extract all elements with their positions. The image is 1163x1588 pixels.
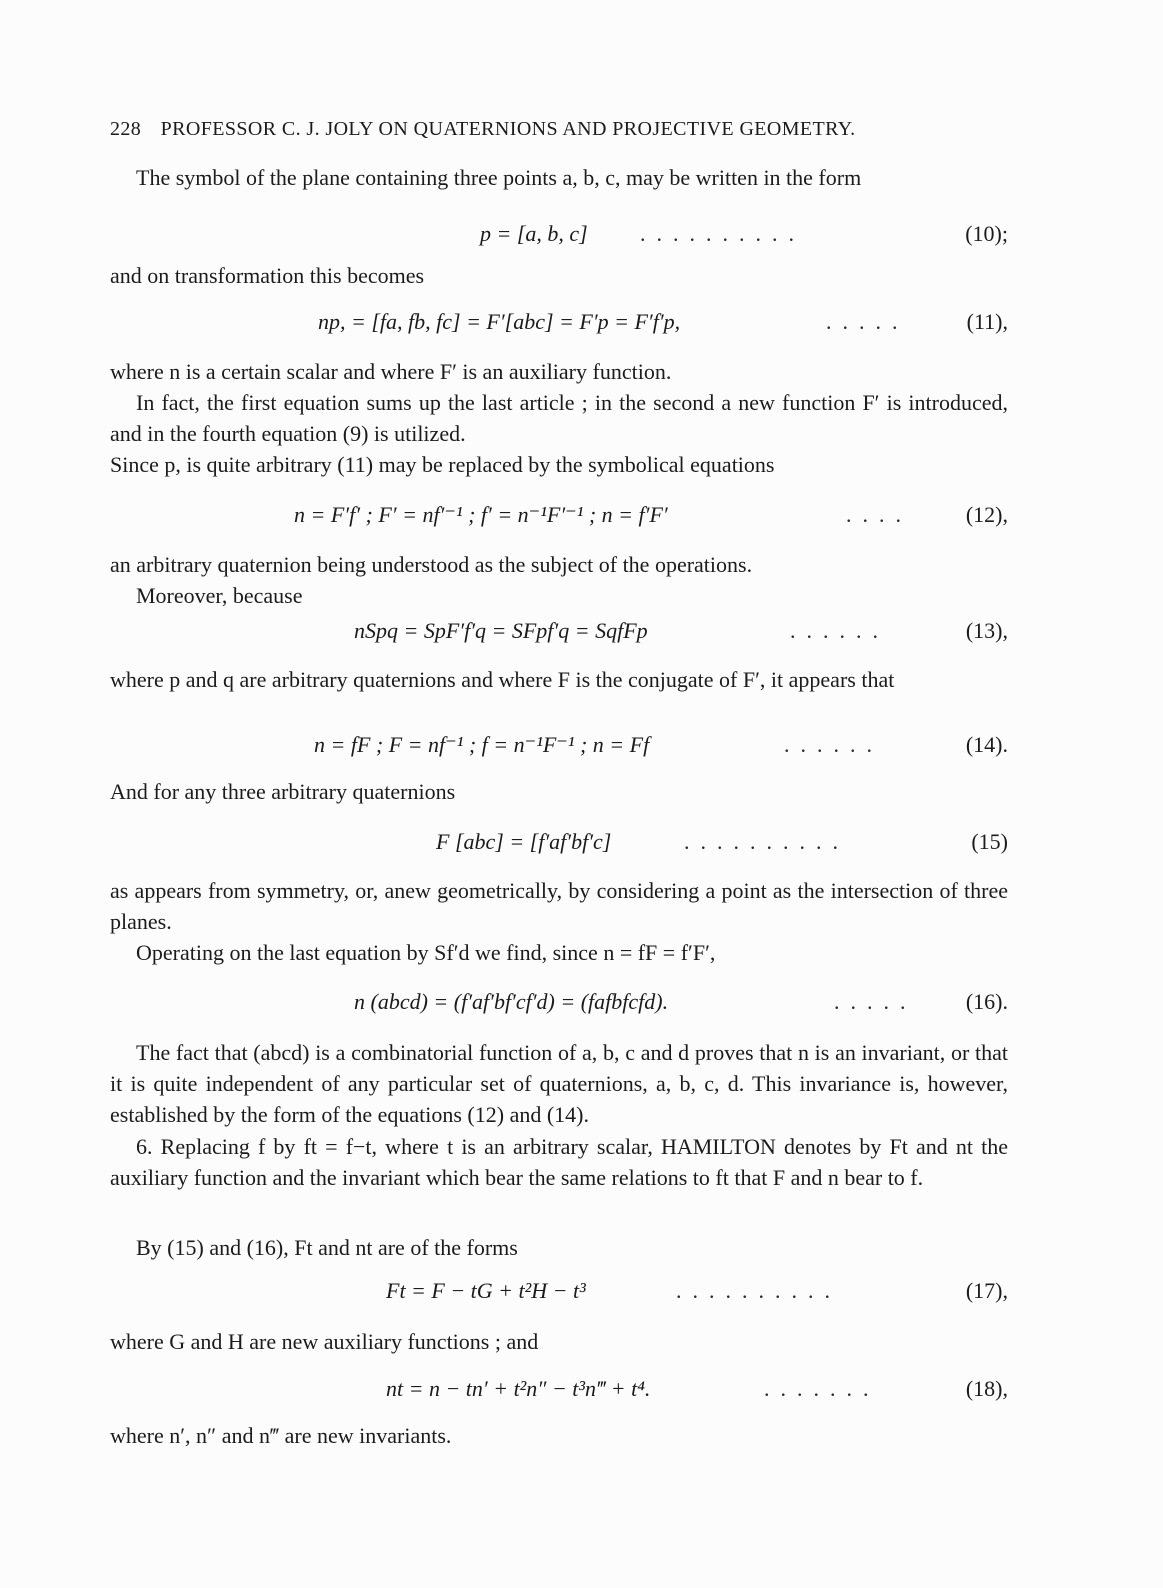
paragraph-forms: By (15) and (16), Ft and nt are of the forms (136, 1235, 518, 1260)
paragraph-auxiliary-functions: where G and H are new auxiliary functions ; and (110, 1329, 539, 1354)
equation-number: (12), (965, 502, 1008, 527)
paragraph-conjugate: where p and q are arbitrary quaternions and where F is the conjugate of F′, it appears that (110, 667, 895, 692)
page-number: 228 (110, 118, 142, 140)
paragraph-scalar-n: where n is a certain scalar and where F′ is an auxiliary function. (110, 359, 672, 384)
leader-dots: .......... (684, 829, 849, 854)
equation-number: (13), (965, 618, 1008, 643)
leader-dots: .... (846, 502, 912, 527)
paragraph-plane-symbol: The symbol of the plane containing three points a, b, c, may be written in the form (136, 165, 862, 190)
equation-expression: nt = n − tn′ + t²n″ − t³n‴ + t⁴. (386, 1376, 651, 1401)
equation-expression: np, = [fa, fb, fc] = F′[abc] = F′p = F′f′p, (318, 309, 681, 334)
equation-15 (110, 826, 1008, 858)
equation-expression: F [abc] = [f′af′bf′c] (436, 829, 612, 854)
equation-10 (110, 218, 1008, 250)
equation-13 (110, 615, 1008, 647)
equation-expression: p = [a, b, c] (480, 221, 588, 246)
running-header (110, 118, 855, 141)
equation-number: (11), (966, 309, 1008, 334)
equation-11 (110, 306, 1008, 338)
leader-dots: .......... (676, 1278, 841, 1303)
equation-expression: n (abcd) = (f′af′bf′cf′d) = (fafbfcfd). (354, 989, 669, 1014)
leader-dots: ....... (764, 1376, 880, 1401)
equation-17 (110, 1275, 1008, 1307)
equation-expression: nSpq = SpF′f′q = SFpf′q = SqfFp (354, 618, 648, 643)
equation-16 (110, 986, 1008, 1018)
equation-number: (17), (965, 1278, 1008, 1303)
leader-dots: ..... (826, 309, 909, 334)
paragraph-three-quaternions: And for any three arbitrary quaternions (110, 779, 456, 804)
paragraph-combinatorial: The fact that (abcd) is a combinatorial function of a, b, c and d proves that n is an invariant, or that it is quite independent of any particular set of quaternions, a, b, c, d. This invariance is, however, established by the form of the equations (12) and (14). (110, 1040, 1008, 1127)
paragraph-transformation: and on transformation this becomes (110, 263, 425, 288)
equation-expression: Ft = F − tG + t²H − t³ (386, 1278, 586, 1303)
paragraph-new-invariants: where n′, n″ and n‴ are new invariants. (110, 1423, 452, 1448)
equation-number: (10); (965, 221, 1008, 246)
paragraph-arbitrary-quaternion: an arbitrary quaternion being understood as the subject of the operations. (110, 552, 753, 577)
paragraph-operating: Operating on the last equation by Sf′d we find, since n = fF = f′F′, (136, 940, 716, 965)
paragraph-symmetry: as appears from symmetry, or, anew geometrically, by considering a point as the intersection of three planes. (110, 878, 1008, 934)
leader-dots: ...... (784, 732, 883, 757)
equation-number: (15) (971, 829, 1008, 854)
paragraph-since-p: Since p, is quite arbitrary (11) may be replaced by the symbolical equations (110, 452, 775, 477)
equation-12 (110, 499, 1008, 531)
equation-expression: n = F′f′ ; F′ = nf′⁻¹ ; f′ = n⁻¹F′⁻¹ ; n = f′F′ (294, 502, 668, 527)
paragraph-in-fact: In fact, the first equation sums up the last article ; in the second a new function F′ is introduced, and in the fourth equation (9) is utilized. (110, 390, 1008, 446)
paragraph-section-6: 6. Replacing f by ft = f−t, where t is an arbitrary scalar, HAMILTON denotes by Ft and nt the auxiliary function and the invariant which bear the same relations to ft that F and n bear to f. (110, 1134, 1008, 1190)
equation-14 (110, 729, 1008, 761)
running-title: PROFESSOR C. J. JOLY ON QUATERNIONS AND PROJECTIVE GEOMETRY. (160, 118, 856, 140)
equation-18 (110, 1373, 1008, 1405)
equation-number: (18), (965, 1376, 1008, 1401)
paragraph-moreover: Moreover, because (136, 583, 303, 608)
leader-dots: ..... (834, 989, 917, 1014)
equation-expression: n = fF ; F = nf⁻¹ ; f = n⁻¹F⁻¹ ; n = Ff (314, 732, 650, 757)
leader-dots: .......... (640, 221, 805, 246)
leader-dots: ...... (790, 618, 889, 643)
equation-number: (14). (965, 732, 1008, 757)
equation-number: (16). (965, 989, 1008, 1014)
